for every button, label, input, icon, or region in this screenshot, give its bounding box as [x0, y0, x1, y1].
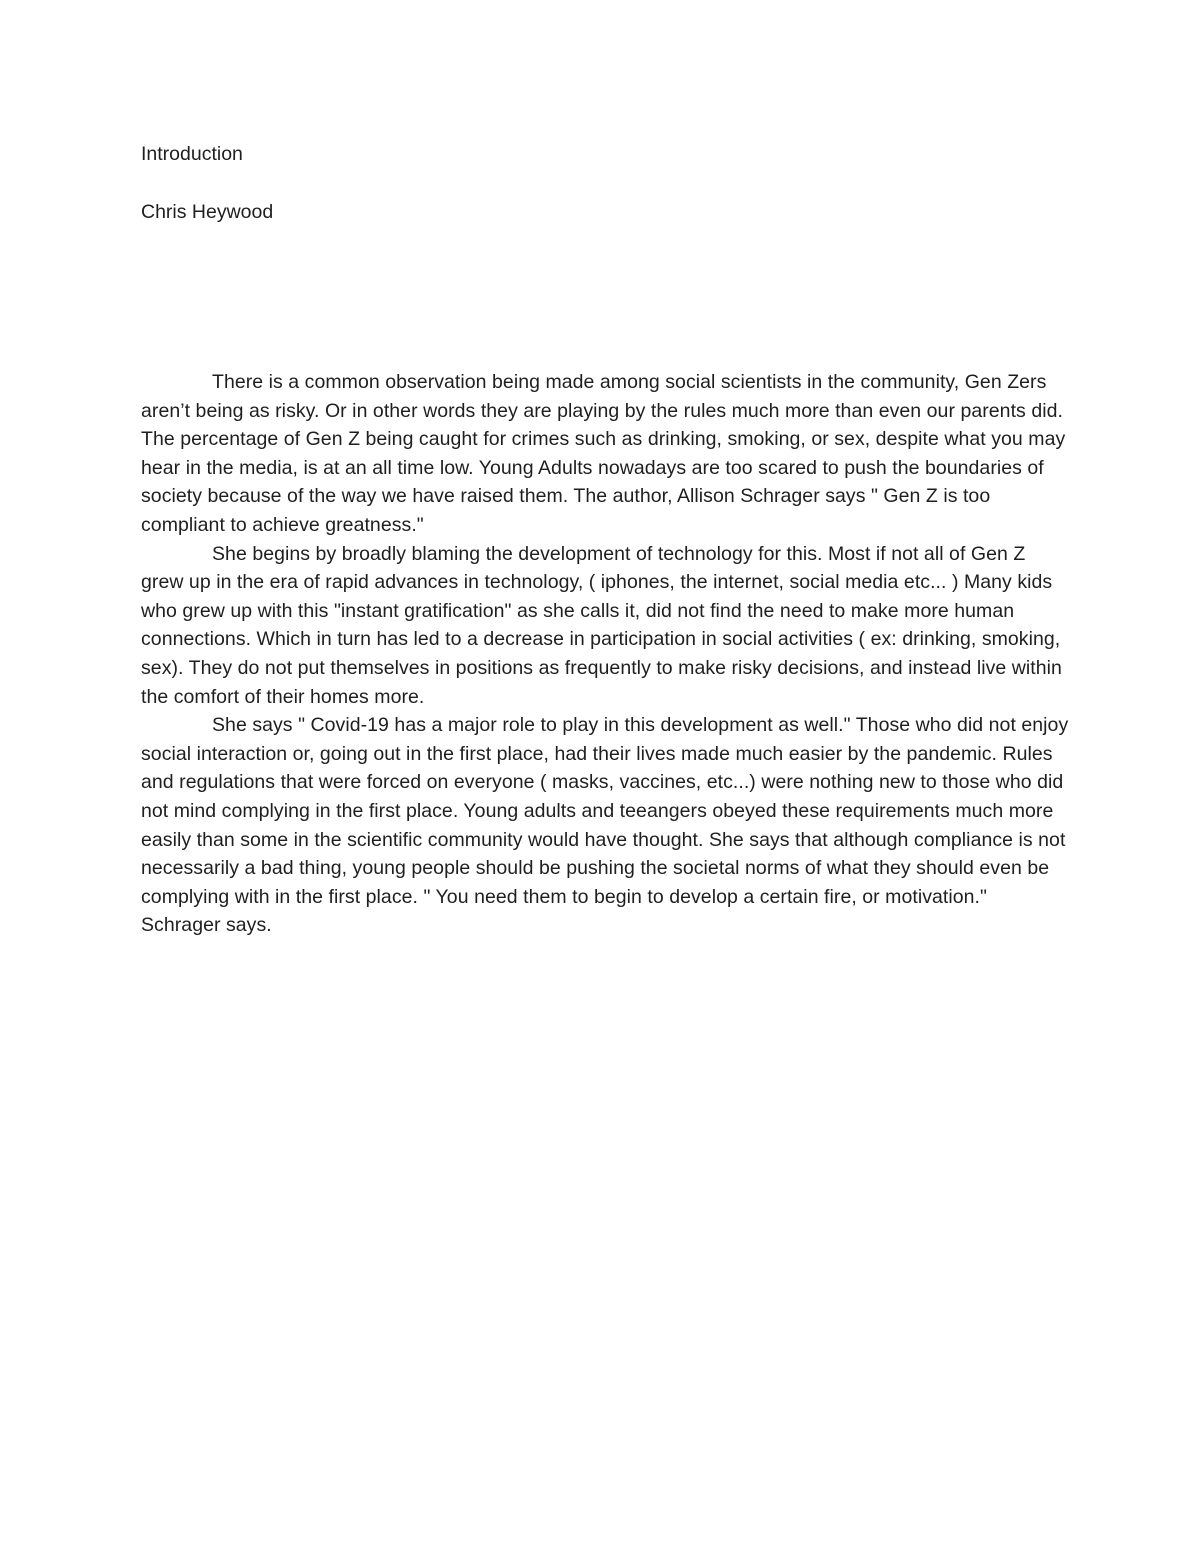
paragraph-2: She begins by broadly blaming the development of technology for this. Most if not all of Gen Z grew up in the era of rapid advances in technology, ( iphones, the internet, social media etc... ) Many kids who grew up with this "instant gratification" as she calls it, did not find the need to make more human connections. Which in turn has led to a decrease in participation in social activities ( ex: drinking, smoking, sex). They do not put themselves in positions as frequently to make risky decisions, and instead live within the comfort of their homes more.: [141, 542, 1062, 708]
paragraph-3: She says " Covid-19 has a major role to play in this development as well." Those who did not enjoy social interaction or, going out in the first place, had their lives made much easier by the pandemic. Rules and regulations that were forced on everyone ( masks, vaccines, etc...) were nothing new to those who did not mind complying in the first place. Young adults and teeangers obeyed these requirements much more easily than some in the scientific community would have thought. She says that although compliance is not necessarily a bad thing, young people should be pushing the societal norms of what they should even be complying with in the first place. " You need them to begin to develop a certain fire, or motivation." Schrager says.: [141, 714, 1069, 937]
paragraph-1: There is a common observation being made among social scientists in the community, Gen Zers aren’t being as risky. Or in other words they are playing by the rules much more than even our parents did. The percentage of Gen Z being caught for crimes such as drinking, smoking, or sex, despite what you may hear in the media, is at an all time low. Young Adults nowadays are too scared to push the boundaries of society because of the way we have raised them. The author, Allison Schrager says " Gen Z is too compliant to achieve greatness.": [141, 371, 1066, 536]
document-title: Introduction: [141, 143, 243, 165]
author-name: Chris Heywood: [141, 201, 274, 223]
document-body: [141, 368, 1071, 940]
